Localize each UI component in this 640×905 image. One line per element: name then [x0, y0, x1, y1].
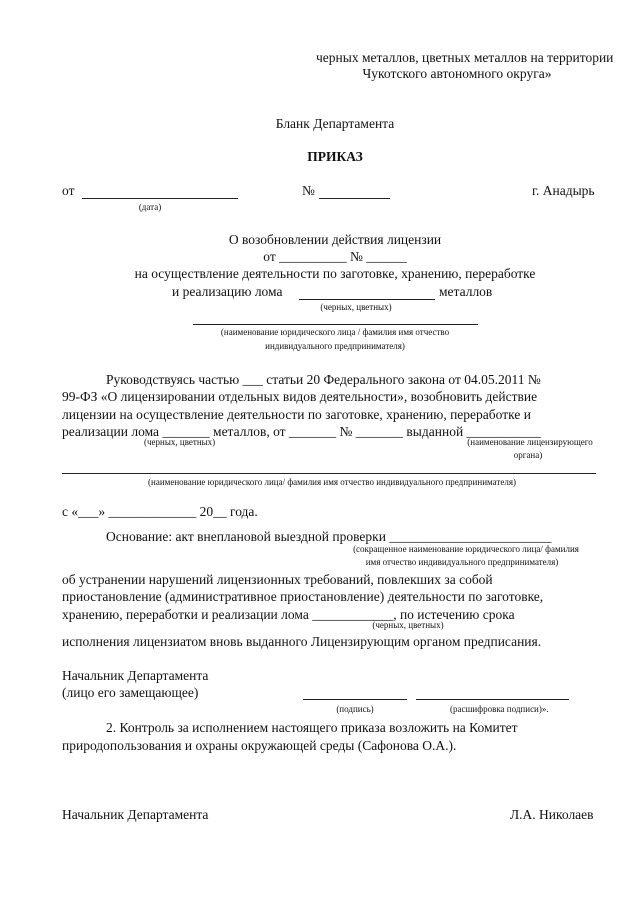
signature-sign-caption: (подпись)	[336, 704, 374, 714]
order-from-label: от	[62, 183, 75, 198]
subject-entity-caption-1: (наименование юридического лица / фамилия имя отчество	[220, 327, 450, 337]
footer-name: Л.А. Николаев	[510, 807, 594, 822]
order-date-caption: (дата)	[138, 202, 162, 212]
order-city: г. Анадырь	[532, 183, 595, 198]
body-p1-line-3: лицензии на осуществление деятельности по заготовке, хранению, переработке и	[62, 407, 531, 422]
header-line-1: черных металлов, цветных металлов на территории	[316, 50, 614, 65]
subject-entity-caption-2: индивидуального предпринимателя)	[265, 341, 405, 351]
order-number-blank	[319, 198, 390, 199]
body-p2-line-2: приостановление (административное приостановление) деятельности по заготовке,	[62, 589, 544, 604]
body-p1-line-2: 99-ФЗ «О лицензировании отдельных видов деятельности», возобновить действие	[62, 389, 538, 404]
body-basis-line: Основание: акт внеплановой выездной проверки ________________________	[106, 529, 552, 544]
subject-line-3: на осуществление деятельности по заготовке, хранению, переработке	[134, 266, 536, 281]
body-p2-line-1: об устранении нарушений лицензионных требований, повлекших за собой	[62, 572, 493, 587]
body-basis-caption-1: (сокращенное наименование юридического лица/ фамилия	[353, 544, 579, 554]
signature-head-line-1: Начальник Департамента	[62, 668, 209, 683]
body-p1-line-1: Руководствуясь частью ___ статьи 20 Федерального закона от 04.05.2011 №	[106, 372, 541, 387]
signature-head-line-2: (лицо его замещающее)	[62, 685, 199, 700]
footer-title: Начальник Департамента	[62, 807, 209, 822]
header-line-2: Чукотского автономного округа»	[362, 66, 552, 81]
signature-decode-caption: (расшифровка подписи)».	[450, 704, 549, 714]
body-entity-blank	[62, 473, 596, 474]
body-authority-caption-1: (наименование лицензирующего	[467, 437, 593, 447]
subject-line-2: от __________ № ______	[263, 249, 407, 264]
subject-line-4a: и реализацию лома	[172, 284, 283, 299]
body-p1-line-4: реализации лома _______ металлов, от _______ № _______ выданной ___________	[62, 424, 541, 439]
subject-line-4b: металлов	[439, 284, 493, 299]
body-p2-line-3: хранению, переработки и реализации лома ____________, по истечению срока	[62, 607, 515, 622]
signature-decode-blank	[416, 699, 569, 700]
signature-sign-blank	[303, 699, 407, 700]
body-date-line: с «___» _____________ 20__ года.	[62, 504, 258, 519]
body-p2-line-4: исполнения лицензиатом вновь выданного Лицензирующим органом предписания.	[62, 634, 542, 649]
order-title: ПРИКАЗ	[307, 149, 363, 164]
order-number-label: №	[302, 183, 315, 198]
subject-entity-blank	[193, 324, 478, 325]
subject-line-1: О возобновлении действия лицензии	[228, 232, 442, 247]
body-metals-caption-2: (черных, цветных)	[372, 620, 444, 630]
order-date-blank	[82, 198, 238, 199]
blank-title: Бланк Департамента	[275, 116, 395, 131]
body-entity-caption: (наименование юридического лица/ фамилия имя отчество индивидуального предпринимателя)	[148, 477, 516, 487]
subject-metals-blank	[299, 299, 435, 300]
body-basis-caption-2: имя отчество индивидуального предпринимателя)	[365, 557, 559, 567]
subject-metals-caption: (черных, цветных)	[320, 302, 392, 312]
body-authority-caption-2: органа)	[513, 450, 543, 460]
control-line-1: 2. Контроль за исполнением настоящего приказа возложить на Комитет	[106, 720, 518, 735]
control-line-2: природопользования и охраны окружающей среды (Сафонова О.А.).	[62, 738, 457, 753]
body-metals-caption: (черных, цветных)	[144, 437, 216, 447]
